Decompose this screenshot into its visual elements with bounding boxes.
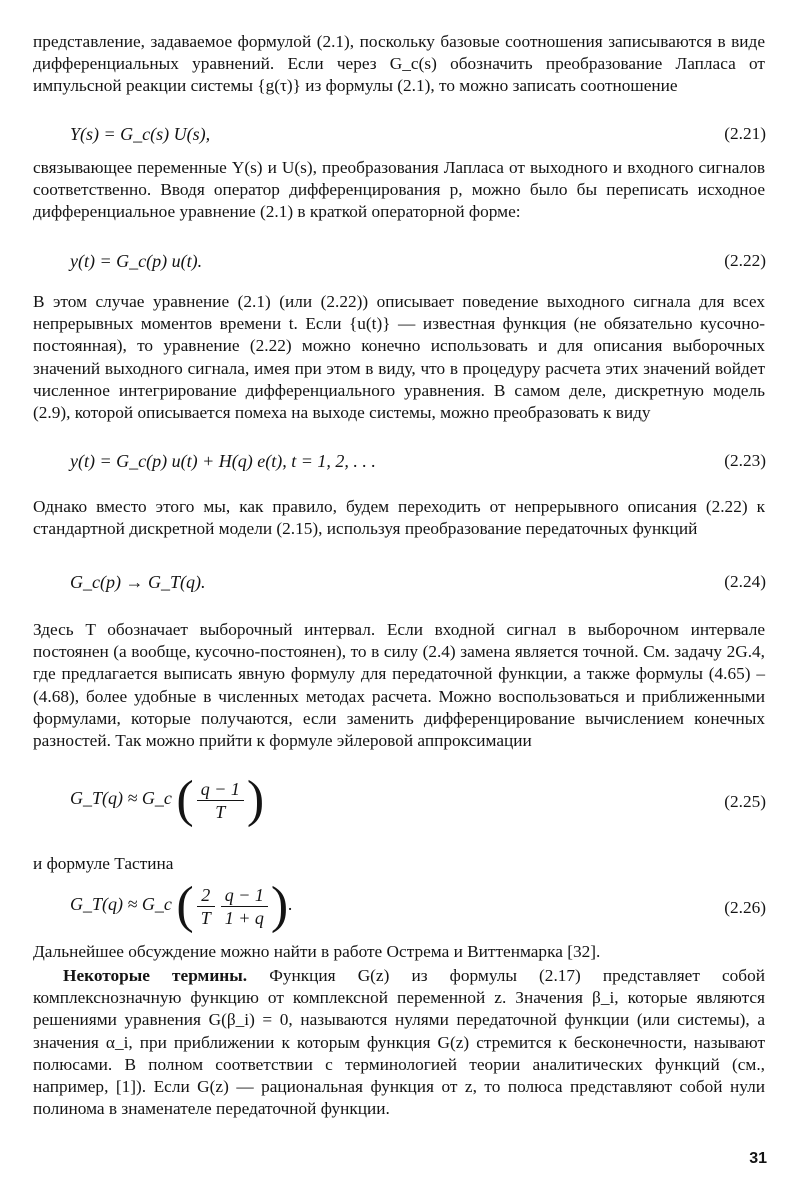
fraction-1: [197, 884, 215, 929]
paragraph-6: и формуле Тастина: [33, 854, 174, 873]
equation-formula: [70, 771, 265, 828]
fraction-2: [221, 884, 268, 929]
equation-2-25: [70, 771, 766, 834]
equation-formula: y(t) = G_c(p) u(t).: [70, 251, 203, 271]
section-heading: Некоторые термины.: [63, 966, 248, 985]
denominator-2: 1 + q: [224, 907, 264, 928]
paragraph-8-text: Функция G(z) из формулы (2.17) представляет собой комплекснозначную функцию от комплексной переменной z. Значения β_i, которые являются решениями уравнения G(β_i) = 0, называются нулями передаточной функции (или системы), а значения α_i, при приближении к которым функция G(z) стремится к бесконечности, называют полюсами. В полном соответствии с терминологией теории аналитических функций (см., например, [1]). Если G(z) — рациональная функция от z, то полюса представляют собой нули полинома в знаменателе передаточной функции.: [33, 966, 765, 1119]
left-paren: (: [176, 771, 194, 828]
equation-2-23: [70, 451, 766, 487]
equation-formula: y(t) = G_c(p) u(t) + H(q) e(t), t = 1, 2, . . .: [70, 451, 376, 471]
equation-2-21: [70, 124, 766, 160]
equation-number: (2.21): [724, 124, 766, 143]
equation-number: (2.24): [724, 572, 766, 591]
equation-2-22: [70, 251, 766, 287]
equation-lhs: G_T(q) ≈ G_c: [70, 894, 172, 915]
equation-number: (2.23): [724, 451, 766, 470]
paragraph-5: Здесь T обозначает выборочный интервал. Если входной сигнал в выборочном интервале постоянен (а вообще, кусочно-постоянен), то в силу (2.4) замена является точной. См. задачу 2G.4, где предлагается выписать явную формулу для передаточной функции, а также формулы (4.65) – (4.68), более удобные в численных методах расчета. Можно воспользоваться и приближенными формулами, которые получаются, если заменить дифференцирование вычислением конечных разностей. Так можно прийти к формуле эйлеровой аппроксимации: [33, 620, 765, 751]
paragraph-8: [33, 965, 765, 1120]
right-paren: ): [270, 877, 289, 934]
page-number: 31: [749, 1150, 767, 1167]
paragraph-3: В этом случае уравнение (2.1) (или (2.22)) описывает поведение выходного сигнала для всех непрерывных моментов времени t. Если {u(t)} — известная функция (не обязательно кусочно-постоянная), то уравнение (2.22) можно конечно использовать и для описания выборочных значений выходного сигнала, имея при этом в виду, что в процедуру расчета этих значений войдет численное интегрирование дифференциального уравнения. В самом деле, дискретную модель (2.9), которой описывается помеха на выходе системы, можно преобразовать к виду: [33, 292, 765, 423]
paragraph-2: связывающее переменные Y(s) и U(s), преобразования Лапласа от выходного и входного сигналов соответственно. Вводя оператор дифференцирования p, можно было бы переписать исходное дифференциальное уравнение (2.1) в краткой операторной форме:: [33, 158, 765, 222]
paragraph-7: Дальнейшее обсуждение можно найти в работе Острема и Виттенмарка [32].: [33, 942, 601, 961]
denominator-1: T: [200, 907, 211, 928]
equation-number: (2.22): [724, 251, 766, 270]
equation-tail: .: [288, 894, 293, 915]
equation-formula: [70, 877, 293, 934]
fraction: [197, 778, 244, 823]
right-paren: ): [246, 771, 265, 828]
left-paren: (: [176, 877, 194, 934]
paragraph-4: Однако вместо этого мы, как правило, будем переходить от непрерывного описания (2.22) к стандартной дискретной модели (2.15), используя преобразование передаточных функций: [33, 497, 765, 539]
equation-formula: G_c(p) → G_T(q).: [70, 572, 206, 592]
paragraph-1: представление, задаваемое формулой (2.1), поскольку базовые соотношения записываются в виде дифференциальных уравнений. Если через G_c(s) обозначить преобразование Лапласа от импульсной реакции системы {g(τ)} из формулы (2.1), то можно записать соотношение: [33, 32, 765, 96]
numerator-2: q − 1: [221, 884, 268, 907]
equation-lhs: G_T(q) ≈ G_c: [70, 788, 172, 809]
equation-2-26: [70, 877, 766, 940]
equation-formula: Y(s) = G_c(s) U(s),: [70, 124, 211, 144]
numerator-1: 2: [197, 884, 215, 907]
numerator: q − 1: [197, 778, 244, 801]
equation-2-24: [70, 572, 766, 608]
equation-number: (2.25): [724, 792, 766, 811]
denominator: T: [215, 801, 226, 822]
equation-number: (2.26): [724, 898, 766, 917]
